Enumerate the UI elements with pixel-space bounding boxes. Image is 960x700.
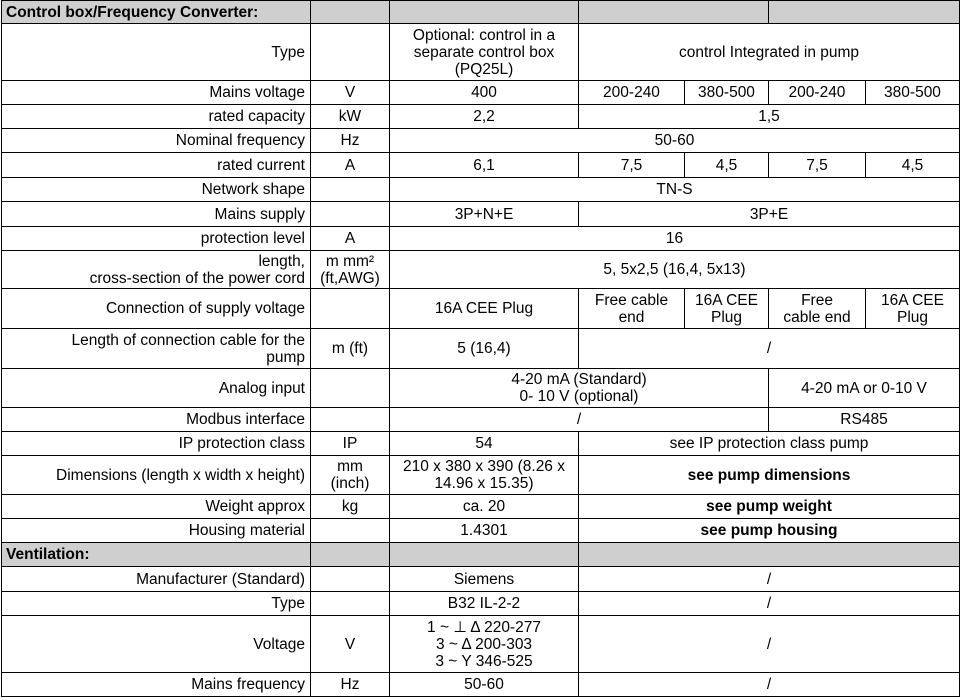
integrated-control-cell: control Integrated in pump — [579, 24, 960, 81]
value-cell: 6,1 — [390, 153, 579, 178]
unit-cell: kW — [311, 105, 390, 129]
value-cell: 400 — [390, 81, 579, 105]
row-label: rated capacity — [2, 105, 311, 129]
value-cell: 200-240 — [579, 81, 685, 105]
value-cell: see pump weight — [579, 495, 960, 519]
value-cell: 7,5 — [769, 153, 866, 178]
table-row-network-shape — [2, 178, 960, 202]
table-row-weight — [2, 495, 960, 519]
unit-cell: V — [311, 81, 390, 105]
table-row-modbus — [2, 408, 960, 432]
row-label: Length of connection cable for the pump — [2, 329, 311, 369]
value-cell: 380-500 — [685, 81, 769, 105]
row-label: Type — [2, 592, 311, 616]
value-cell: see pump dimensions — [579, 456, 960, 495]
unit-cell: IP — [311, 432, 390, 456]
row-label: Voltage — [2, 616, 311, 673]
value-cell: 1,5 — [579, 105, 960, 129]
unit-cell: Hz — [311, 129, 390, 153]
value-cell: 4-20 mA or 0-10 V — [769, 369, 960, 408]
value-cell: 50-60 — [390, 129, 960, 153]
row-label: length, cross-section of the power cord — [2, 251, 311, 289]
unit-cell: A — [311, 153, 390, 178]
value-cell: 7,5 — [579, 153, 685, 178]
section-header-ventilation — [2, 543, 960, 567]
value-cell: 16 — [390, 227, 960, 251]
table-row-voltage — [2, 616, 960, 673]
row-label: IP protection class — [2, 432, 311, 456]
row-label: Weight approx — [2, 495, 311, 519]
value-cell: / — [579, 567, 960, 592]
value-cell: / — [390, 408, 769, 432]
table-row-analog-input — [2, 369, 960, 408]
value-cell: 1.4301 — [390, 519, 579, 543]
value-cell: / — [579, 329, 960, 369]
value-cell: Free cable end — [579, 289, 685, 329]
unit-cell: V — [311, 616, 390, 673]
value-cell: 50-60 — [390, 673, 579, 697]
unit-cell: kg — [311, 495, 390, 519]
value-cell: 210 x 380 x 390 (8.26 x 14.96 x 15.35) — [390, 456, 579, 495]
value-cell: / — [579, 592, 960, 616]
value-cell: 4,5 — [685, 153, 769, 178]
value-cell: 3P+N+E — [390, 202, 579, 227]
value-cell: 3P+E — [579, 202, 960, 227]
unit-cell: A — [311, 227, 390, 251]
table-row-mains-supply — [2, 202, 960, 227]
row-label: Mains supply — [2, 202, 311, 227]
table-row-vent-type — [2, 592, 960, 616]
value-cell: 1 ~ ⊥ Δ 220-277 3 ~ Δ 200-303 3 ~ Y 346-525 — [390, 616, 579, 673]
value-cell: RS485 — [769, 408, 960, 432]
unit-cell: m (ft) — [311, 329, 390, 369]
value-cell: 16A CEE Plug — [685, 289, 769, 329]
table-row-type — [2, 24, 960, 81]
table-row-protection-level — [2, 227, 960, 251]
value-cell: 16A CEE Plug — [390, 289, 579, 329]
section-header-control-box — [2, 1, 960, 24]
value-cell: Free cable end — [769, 289, 866, 329]
value-cell: B32 IL-2-2 — [390, 592, 579, 616]
table-row-supply-connection — [2, 289, 960, 329]
unit-cell: mm (inch) — [311, 456, 390, 495]
row-label: Analog input — [2, 369, 311, 408]
section-title: Control box/Frequency Converter: — [2, 1, 311, 24]
optional-control-box-cell: Optional: control in a separate control box (PQ25L) — [390, 24, 579, 81]
table-row-mains-frequency — [2, 673, 960, 697]
value-cell: 4,5 — [866, 153, 960, 178]
row-label: Nominal frequency — [2, 129, 311, 153]
table-row-pump-cable — [2, 329, 960, 369]
value-cell: TN-S — [390, 178, 960, 202]
row-label: Type — [2, 24, 311, 81]
row-label: Connection of supply voltage — [2, 289, 311, 329]
value-cell: 5 (16,4) — [390, 329, 579, 369]
row-label: Network shape — [2, 178, 311, 202]
unit-cell: m mm² (ft,AWG) — [311, 251, 390, 289]
value-cell: 5, 5x2,5 (16,4, 5x13) — [390, 251, 960, 289]
value-cell: 380-500 — [866, 81, 960, 105]
value-cell: 4-20 mA (Standard) 0- 10 V (optional) — [390, 369, 769, 408]
row-label: Manufacturer (Standard) — [2, 567, 311, 592]
table-row-manufacturer — [2, 567, 960, 592]
table-row-power-cord — [2, 251, 960, 289]
value-cell: 54 — [390, 432, 579, 456]
row-label: Modbus interface — [2, 408, 311, 432]
row-label: protection level — [2, 227, 311, 251]
row-label: Mains voltage — [2, 81, 311, 105]
row-label: Mains frequency — [2, 673, 311, 697]
value-cell: / — [579, 673, 960, 697]
value-cell: Siemens — [390, 567, 579, 592]
value-cell: 2,2 — [390, 105, 579, 129]
table-row-dimensions — [2, 456, 960, 495]
unit-cell: Hz — [311, 673, 390, 697]
table-row-mains-voltage — [2, 81, 960, 105]
value-cell: 200-240 — [769, 81, 866, 105]
row-label: rated current — [2, 153, 311, 178]
section-title: Ventilation: — [2, 543, 311, 567]
table-row-nominal-frequency — [2, 129, 960, 153]
table-row-ip-class — [2, 432, 960, 456]
table-row-rated-current — [2, 153, 960, 178]
row-label: Dimensions (length x width x height) — [2, 456, 311, 495]
value-cell: ca. 20 — [390, 495, 579, 519]
row-label: Housing material — [2, 519, 311, 543]
table-row-rated-capacity — [2, 105, 960, 129]
value-cell: / — [579, 616, 960, 673]
specification-table — [1, 0, 960, 697]
table-row-housing — [2, 519, 960, 543]
value-cell: see pump housing — [579, 519, 960, 543]
value-cell: see IP protection class pump — [579, 432, 960, 456]
value-cell: 16A CEE Plug — [866, 289, 960, 329]
